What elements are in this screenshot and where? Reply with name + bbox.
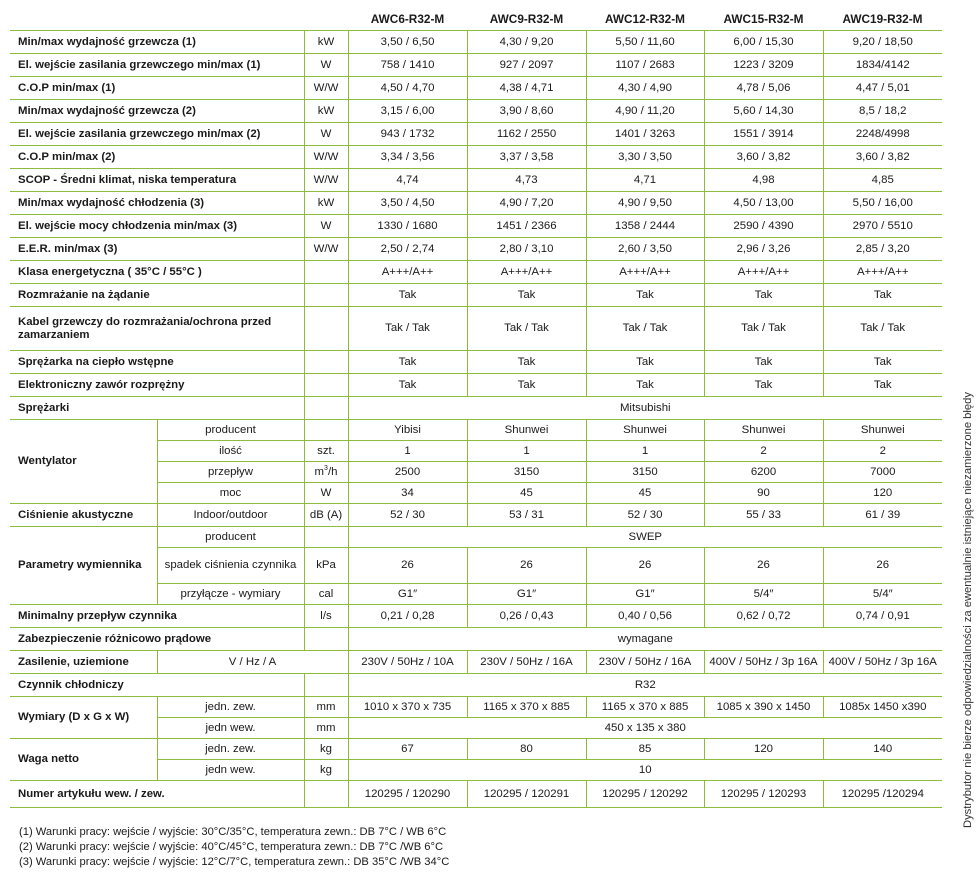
footnote: (1) Warunki pracy: wejście / wyjście: 30°C/35°C, temperatura zewn.: DB 7°C / WB 6°C (19, 826, 447, 838)
unit-cell (304, 420, 348, 441)
value-cell: 3,30 / 3,50 (586, 146, 704, 169)
value-cell: Tak (467, 351, 586, 374)
value-cell: 230V / 50Hz / 10A (348, 651, 467, 674)
column-header: AWC19-R32-M (842, 11, 923, 26)
value-cell: 0,26 / 0,43 (467, 605, 586, 628)
value-cell: 85 (586, 739, 704, 760)
value-cell: 26 (586, 548, 704, 584)
value-cell: A+++/A++ (467, 261, 586, 284)
value-cell: 4,30 / 9,20 (467, 31, 586, 54)
value-cell: 1107 / 2683 (586, 54, 704, 77)
row-label: Czynnik chłodniczy (10, 674, 304, 697)
spec-row (10, 261, 942, 284)
group-label: Wymiary (D x G x W) (10, 697, 157, 739)
sub-label: jedn wew. (157, 760, 304, 781)
value-cell: 4,30 / 4,90 (586, 77, 704, 100)
column-header: AWC6-R32-M (370, 11, 445, 26)
value-cell: 5/4″ (704, 584, 823, 605)
value-cell: 4,78 / 5,06 (704, 77, 823, 100)
value-cell: 4,47 / 5,01 (823, 77, 942, 100)
value-cell: Mitsubishi (348, 397, 942, 420)
dimensions-row (10, 697, 942, 718)
value-cell: Tak (823, 284, 942, 307)
row-label: Sprężarka na ciepło wstępne (10, 351, 304, 374)
value-cell: 230V / 50Hz / 16A (586, 651, 704, 674)
value-cell: 1162 / 2550 (467, 123, 586, 146)
sub-label: jedn. zew. (157, 697, 304, 718)
value-cell: Tak (823, 374, 942, 397)
sub-label: przyłącze - wymiary (157, 584, 304, 605)
value-cell: 1 (467, 441, 586, 462)
value-cell: Tak (586, 374, 704, 397)
value-cell: wymagane (348, 628, 942, 651)
value-cell: 2970 / 5510 (823, 215, 942, 238)
value-cell: 53 / 31 (467, 504, 586, 527)
spec-row (10, 351, 942, 374)
value-cell: 3,37 / 3,58 (467, 146, 586, 169)
value-cell: 120295 / 120290 (348, 781, 467, 808)
value-cell: Tak (586, 351, 704, 374)
value-cell: 8,5 / 18,2 (823, 100, 942, 123)
value-cell: Tak (348, 351, 467, 374)
unit-base: m (314, 465, 325, 478)
value-cell: A+++/A++ (823, 261, 942, 284)
unit-sup: 3 (324, 464, 328, 472)
value-cell: 5/4″ (823, 584, 942, 605)
sub-label: moc (157, 483, 304, 504)
value-cell: 0,40 / 0,56 (586, 605, 704, 628)
value-cell: 2500 (348, 462, 467, 483)
group-label: Parametry wymiennika (10, 527, 157, 605)
sub-label: Indoor/outdoor (157, 504, 304, 527)
value-cell: Tak / Tak (704, 307, 823, 351)
value-cell: 1010 x 370 x 735 (348, 697, 467, 718)
sub-label: jedn wew. (157, 718, 304, 739)
exchanger-row (10, 527, 942, 548)
value-cell: Tak / Tak (823, 307, 942, 351)
footnote: (3) Warunki pracy: wejście / wyjście: 12°C/7°C, temperatura zewn.: DB 35°C /WB 34°C (19, 856, 450, 868)
spec-body (10, 31, 942, 808)
value-cell: Tak (467, 284, 586, 307)
spec-row (10, 284, 942, 307)
value-cell: 4,71 (586, 169, 704, 192)
value-cell: G1″ (467, 584, 586, 605)
value-cell: 4,50 / 13,00 (704, 192, 823, 215)
spec-row (10, 651, 942, 674)
row-label: C.O.P min/max (1) (10, 77, 304, 100)
value-cell: 3,90 / 8,60 (467, 100, 586, 123)
value-cell: 7000 (823, 462, 942, 483)
value-cell: 3,15 / 6,00 (348, 100, 467, 123)
unit-cell (304, 261, 348, 284)
value-cell: 2 (704, 441, 823, 462)
value-cell: 6200 (704, 462, 823, 483)
value-cell: 34 (348, 483, 467, 504)
spec-row (10, 781, 942, 808)
row-label: Klasa energetyczna ( 35°C / 55°C ) (10, 261, 304, 284)
value-cell: 1165 x 370 x 885 (586, 697, 704, 718)
spec-row (10, 374, 942, 397)
header-row (10, 8, 942, 31)
spec-row (10, 397, 942, 420)
spec-row (10, 238, 942, 261)
value-cell: 120295 / 120293 (704, 781, 823, 808)
value-cell: Tak (704, 284, 823, 307)
value-cell: 3,50 / 6,50 (348, 31, 467, 54)
value-cell: 4,50 / 4,70 (348, 77, 467, 100)
unit-cell: W/W (304, 238, 348, 261)
value-cell: R32 (348, 674, 942, 697)
value-cell: 230V / 50Hz / 16A (467, 651, 586, 674)
fan-row (10, 420, 942, 441)
value-cell: 1 (348, 441, 467, 462)
value-cell: 120295 / 120291 (467, 781, 586, 808)
value-cell: Tak (467, 374, 586, 397)
spec-row (10, 307, 942, 351)
row-label: Min/max wydajność grzewcza (1) (10, 31, 304, 54)
value-cell: 4,73 (467, 169, 586, 192)
value-cell: 2,50 / 2,74 (348, 238, 467, 261)
header-empty (10, 8, 348, 31)
row-label: Zabezpieczenie różnicowo prądowe (10, 628, 304, 651)
sub-label: producent (157, 420, 304, 441)
value-cell: 80 (467, 739, 586, 760)
row-label: Min/max wydajność chłodzenia (3) (10, 192, 304, 215)
row-label: Zasilenie, uziemione (10, 651, 157, 674)
unit-cell: W/W (304, 169, 348, 192)
value-cell: A+++/A++ (704, 261, 823, 284)
unit-cell: kW (304, 192, 348, 215)
value-cell: 45 (586, 483, 704, 504)
value-cell: Tak (704, 374, 823, 397)
unit-cell: W/W (304, 77, 348, 100)
value-cell: 400V / 50Hz / 3p 16A (704, 651, 823, 674)
spec-table (10, 8, 942, 808)
value-cell: 4,90 / 9,50 (586, 192, 704, 215)
value-cell: 5,50 / 16,00 (823, 192, 942, 215)
unit-cell: W/W (304, 146, 348, 169)
value-cell: Tak / Tak (586, 307, 704, 351)
spec-row (10, 192, 942, 215)
value-cell: 26 (467, 548, 586, 584)
value-cell: 26 (823, 548, 942, 584)
row-label: C.O.P min/max (2) (10, 146, 304, 169)
value-cell: 4,38 / 4,71 (467, 77, 586, 100)
value-cell: 55 / 33 (704, 504, 823, 527)
value-cell: 90 (704, 483, 823, 504)
value-cell: 6,00 / 15,30 (704, 31, 823, 54)
value-cell: 67 (348, 739, 467, 760)
column-header: AWC9-R32-M (489, 11, 564, 26)
unit-cell (304, 674, 348, 697)
value-cell: 4,90 / 7,20 (467, 192, 586, 215)
spec-row (10, 605, 942, 628)
sub-label: ilość (157, 441, 304, 462)
value-cell: 2,80 / 3,10 (467, 238, 586, 261)
sub-label: V / Hz / A (157, 651, 348, 674)
value-cell: Shunwei (823, 420, 942, 441)
column-header: AWC12-R32-M (605, 11, 685, 26)
footnote: (2) Warunki pracy: wejście / wyjście: 40°C/45°C, temperatura zewn.: DB 7°C /WB 6°C (19, 841, 444, 853)
unit-cell (304, 284, 348, 307)
value-cell: 1358 / 2444 (586, 215, 704, 238)
unit-cell: mm (304, 718, 348, 739)
value-cell: 120 (704, 739, 823, 760)
value-cell: 120 (823, 483, 942, 504)
value-cell: 5,50 / 11,60 (586, 31, 704, 54)
unit-cell: cal (304, 584, 348, 605)
unit-cell (304, 307, 348, 351)
column-header: AWC15-R32-M (723, 11, 804, 26)
weight-row (10, 739, 942, 760)
value-cell: 9,20 / 18,50 (823, 31, 942, 54)
value-cell: G1″ (348, 584, 467, 605)
value-cell: 3,34 / 3,56 (348, 146, 467, 169)
value-cell: 26 (704, 548, 823, 584)
unit-cell: kW (304, 31, 348, 54)
value-cell: A+++/A++ (348, 261, 467, 284)
value-cell: 943 / 1732 (348, 123, 467, 146)
value-cell: 2590 / 4390 (704, 215, 823, 238)
value-cell: 120295 /120294 (823, 781, 942, 808)
row-label: Kabel grzewczy do rozmrażania/ochrona przed zamarzaniem (10, 307, 304, 351)
value-cell: 0,74 / 0,91 (823, 605, 942, 628)
row-label: El. wejście zasilania grzewczego min/max (1) (10, 54, 304, 77)
group-label: Wentylator (10, 420, 157, 504)
value-cell: 3150 (467, 462, 586, 483)
unit-cell: mm (304, 697, 348, 718)
row-label: Min/max wydajność grzewcza (2) (10, 100, 304, 123)
value-cell: 52 / 30 (348, 504, 467, 527)
value-cell: A+++/A++ (586, 261, 704, 284)
unit-cell (304, 781, 348, 808)
spec-row (10, 146, 942, 169)
row-label: El. wejście zasilania grzewczego min/max (2) (10, 123, 304, 146)
disclaimer-vertical: Dystrybutor nie bierze odpowiedzialności za ewentualnie istniejące niezamierzone błędy (962, 392, 974, 828)
unit-cell: kg (304, 760, 348, 781)
spec-row (10, 77, 942, 100)
value-cell: 10 (348, 760, 942, 781)
sub-label: producent (157, 527, 304, 548)
row-label: Minimalny przepływ czynnika (10, 605, 304, 628)
unit-cell: kW (304, 100, 348, 123)
unit-cell: kg (304, 739, 348, 760)
value-cell: 120295 / 120292 (586, 781, 704, 808)
value-cell: 5,60 / 14,30 (704, 100, 823, 123)
value-cell: 758 / 1410 (348, 54, 467, 77)
value-cell: Tak / Tak (348, 307, 467, 351)
value-cell: 4,98 (704, 169, 823, 192)
unit-cell (304, 462, 348, 483)
value-cell: 450 x 135 x 380 (348, 718, 942, 739)
spec-row (10, 123, 942, 146)
value-cell: 1551 / 3914 (704, 123, 823, 146)
value-cell: 26 (348, 548, 467, 584)
unit-cell (304, 527, 348, 548)
group-label: Waga netto (10, 739, 157, 781)
sub-label: przepływ (157, 462, 304, 483)
row-label: Sprężarki (10, 397, 304, 420)
row-label: El. wejście mocy chłodzenia min/max (3) (10, 215, 304, 238)
spec-row (10, 674, 942, 697)
spec-row (10, 54, 942, 77)
value-cell: G1″ (586, 584, 704, 605)
value-cell: Yibisi (348, 420, 467, 441)
value-cell: 1223 / 3209 (704, 54, 823, 77)
row-label: Numer artykułu wew. / zew. (10, 781, 304, 808)
value-cell: Shunwei (704, 420, 823, 441)
value-cell: SWEP (348, 527, 942, 548)
value-cell: 3,50 / 4,50 (348, 192, 467, 215)
sub-label: spadek ciśnienia czynnika (157, 548, 304, 584)
sub-label: jedn. zew. (157, 739, 304, 760)
value-cell: Tak (586, 284, 704, 307)
spec-row (10, 215, 942, 238)
unit-cell: dB (A) (304, 504, 348, 527)
value-cell: 45 (467, 483, 586, 504)
footnotes (19, 825, 449, 870)
value-cell: 1 (586, 441, 704, 462)
unit-cell: W (304, 54, 348, 77)
value-cell: 140 (823, 739, 942, 760)
value-cell: 2248/4998 (823, 123, 942, 146)
value-cell: 1085 x 390 x 1450 (704, 697, 823, 718)
spec-row (10, 31, 942, 54)
value-cell: 1165 x 370 x 885 (467, 697, 586, 718)
value-cell: Shunwei (586, 420, 704, 441)
value-cell: 52 / 30 (586, 504, 704, 527)
unit-tail: /h (327, 465, 338, 478)
value-cell: 4,85 (823, 169, 942, 192)
spec-row (10, 169, 942, 192)
value-cell: 61 / 39 (823, 504, 942, 527)
value-cell: 2,96 / 3,26 (704, 238, 823, 261)
value-cell: 2 (823, 441, 942, 462)
value-cell: Tak (348, 284, 467, 307)
value-cell: 3,60 / 3,82 (704, 146, 823, 169)
value-cell: 1085x 1450 x390 (823, 697, 942, 718)
unit-cell (304, 351, 348, 374)
unit-cell: W (304, 483, 348, 504)
row-label: Rozmrażanie na żądanie (10, 284, 304, 307)
value-cell: 1451 / 2366 (467, 215, 586, 238)
unit-cell (304, 397, 348, 420)
value-cell: 3,60 / 3,82 (823, 146, 942, 169)
value-cell: Tak (348, 374, 467, 397)
row-label: E.E.R. min/max (3) (10, 238, 304, 261)
unit-cell: W (304, 215, 348, 238)
row-label: Elektroniczny zawór rozprężny (10, 374, 304, 397)
value-cell: 0,21 / 0,28 (348, 605, 467, 628)
value-cell: 3150 (586, 462, 704, 483)
value-cell: 4,74 (348, 169, 467, 192)
row-label: SCOP - Średni klimat, niska temperatura (10, 169, 304, 192)
value-cell: 4,90 / 11,20 (586, 100, 704, 123)
value-cell: Tak / Tak (467, 307, 586, 351)
value-cell: 0,62 / 0,72 (704, 605, 823, 628)
row-label: Ciśnienie akustyczne (10, 504, 157, 527)
value-cell: 2,85 / 3,20 (823, 238, 942, 261)
spec-row (10, 628, 942, 651)
value-cell: 927 / 2097 (467, 54, 586, 77)
unit-cell: szt. (304, 441, 348, 462)
unit-cell: W (304, 123, 348, 146)
unit-cell: kPa (304, 548, 348, 584)
value-cell: Shunwei (467, 420, 586, 441)
value-cell: 1330 / 1680 (348, 215, 467, 238)
unit-cell: l/s (304, 605, 348, 628)
unit-cell (304, 374, 348, 397)
value-cell: Tak (823, 351, 942, 374)
unit-cell (304, 628, 348, 651)
spec-row (10, 504, 942, 527)
value-cell: 1834/4142 (823, 54, 942, 77)
spec-row (10, 100, 942, 123)
value-cell: 1401 / 3263 (586, 123, 704, 146)
value-cell: Tak (704, 351, 823, 374)
value-cell: 2,60 / 3,50 (586, 238, 704, 261)
value-cell: 400V / 50Hz / 3p 16A (823, 651, 942, 674)
